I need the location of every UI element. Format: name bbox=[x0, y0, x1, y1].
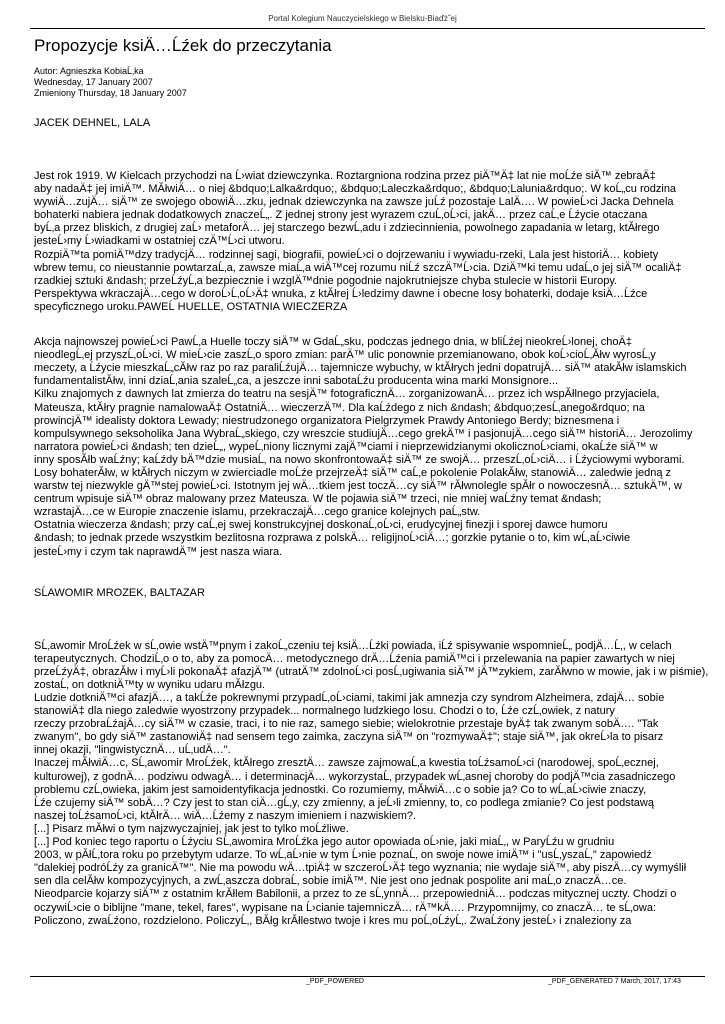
section-heading-dehnel: JACEK DEHNEL, LALA bbox=[34, 117, 151, 129]
text-line: jesteĹ›my Ĺ›wiadkami w ostatniej czÄ™Ĺ›ci utworu. bbox=[34, 235, 285, 248]
article-title: Propozycje ksiÄ…Ĺźek do przeczytania bbox=[34, 36, 332, 55]
text-line: zostaĹ‚ on dotkniÄ™ty w wyniku udaru mĂłzgu. bbox=[34, 678, 266, 691]
text-line: Perspektywa wkraczajÄ…cego w doroĹ›Ĺ‚oĹ›Ä‡ wnuka, z ktĂłrej Ĺ›ledzimy dawne i obecne losy bohaterki, dodaje ksiÄ…Ĺźce bbox=[34, 287, 648, 300]
text-line: przeĹźyÄ‡, obrazĂłw i myĹ›li pokonaÄ‡ afazjÄ™ (utratÄ™ zdolnoĹ›ci posĹ‚ugiwania siÄ™ jÄ™zykiem, zarĂłwno w mowie, jak i w piśmie), bbox=[34, 665, 709, 678]
article-author: Autor: Agnieszka KobiaĹ‚ka bbox=[34, 66, 144, 76]
text-line: centrum wpisuje siÄ™ obraz malowany przez Mateusza. W tle pojawia siÄ™ trzeci, nie mniej waĹźny temat &ndash; bbox=[34, 493, 602, 506]
text-line: stanowiÄ‡ dla niego zaledwie wyostrzony przypadek... normalnego ludzkiego losu. Chodzi o to, Ĺźe czĹ‚owiek, z natury bbox=[34, 705, 615, 718]
text-line: Ĺźe czujemy siÄ™ sobÄ…? Czy jest to stan ciÄ…gĹ‚y, czy zmienny, a jeĹ›li zmienny, to, co podlega zmianie? Co jest podstawą bbox=[34, 796, 654, 809]
text-line: oczywiĹ›cie o biblijne "mane, tekel, fares", wypisane na Ĺ›cianie tajemniczÄ… rÄ™kÄ…. Przypomnijmy, co znaczÄ… te sĹ‚owa: bbox=[34, 901, 657, 914]
article-content bbox=[34, 36, 725, 928]
section-body-huelle bbox=[34, 336, 725, 559]
text-line: meczety, a Ĺźycie mieszkaĹ„cĂłw raz po raz paraliĹźujÄ… tajemnicze wybuchy, w ktĂłrych jedni dopatrujÄ… siÄ™ atakĂłw islamskich bbox=[34, 362, 687, 375]
page-header: Portal Kolegium Nauczycielskiego w Bielsku-Biaďż˝ej bbox=[268, 14, 457, 23]
header-divider bbox=[30, 28, 705, 29]
text-line: bohaterki nabiera jednak dodatkowych znaczeĹ„. Z jednej strony jest wyrazem czuĹ‚oĹ›ci, jakÄ… przez caĹ‚e Ĺźycie otaczana bbox=[34, 209, 648, 222]
footer-powered: _PDF_POWERED bbox=[306, 978, 364, 985]
text-line: kompulsywnego seksoholika Jana WybraĹ„skiego, czy wreszcie studiujÄ…cego grekÄ™ i pasjonujÄ…cego siÄ™ historiÄ… Jerozolimy bbox=[34, 427, 693, 440]
article-modified-date: Zmieniony Thursday, 18 January 2007 bbox=[34, 88, 187, 98]
text-line: Akcja najnowszej powieĹ›ci PawĹ‚a Huelle toczy siÄ™ w GdaĹ„sku, podczas jednego dnia, w bliĹźej nieokreĹ›lonej, choÄ‡ bbox=[34, 336, 632, 349]
text-line: Nieodparcie kojarzy siÄ™ z ostatnim krĂłlem Babilonii, a przez to ze sĹ‚ynnÄ… przepowiedniÄ… podczas mitycznej uczty. Chodzi o bbox=[34, 888, 677, 901]
text-line: terapeutycznych. ChodziĹ‚o o to, aby za pomocÄ… metodycznego drÄ…Ĺźenia pamiÄ™ci i przelewania na papier zawartych w niej bbox=[34, 652, 675, 665]
text-line: zwanym", bo gdy siÄ™ zastanowiÄ‡ nad sensem tego zaimka, zaczyna siÄ™ on "rozmywaÄ‡"; staje siÄ™, jak okreĹ›la to pisarz bbox=[34, 731, 664, 744]
text-line: Ostatnia wieczerza &ndash; przy caĹ‚ej swej konstrukcyjnej doskonaĹ‚oĹ›ci, erudycyjnej finezji i sporej dawce humoru bbox=[34, 519, 608, 532]
text-line: Policzono, zwaĹźono, rozdzielono. PoliczyĹ‚, BĂłg krĂłlestwo twoje i kres mu poĹ‚oĹźyĹ‚. ZwaĹźony jesteĹ› i znaleziony za bbox=[34, 914, 632, 927]
text-line: wywiÄ…zujÄ… siÄ™ ze swojego obowiÄ…zku, jednak dziewczynka na zawsze juĹź pozostaje LalÄ…. W powieĹ›ci Jacka Dehnela bbox=[34, 196, 674, 209]
text-line: rzadkiej sztuki &ndash; przeĹźyĹ‚a bezpiecznie i wzglÄ™dnie pogodnie najokrutniejsze chyba stulecie w historii Europy. bbox=[34, 274, 618, 287]
section-body-dehnel bbox=[34, 170, 725, 314]
text-line: fundamentalistĂłw, inni dziaĹ‚ania szaleĹ„ca, a jeszcze inni sabotaĹźu producenta wina marki Monsignore... bbox=[34, 375, 559, 388]
text-line: &ndash; to jednak przede wszystkim bezlitosna rozprawa z polskÄ… religijnoĹ›ciÄ…; gorzkie pytanie o to, kim wĹ‚aĹ›ciwie bbox=[34, 532, 631, 545]
text-line: rzeczy przobraĹźajÄ…cy siÄ™ w czasie, traci, i to nie raz, samego siebie; wielokrotnie przestaje byÄ‡ tak zwanym sobÄ…. "Tak bbox=[34, 718, 659, 731]
text-line: RozpiÄ™ta pomiÄ™dzy tradycjÄ… rodzinnej sagi, biografii, powieĹ›ci o dojrzewaniu i wywiadu-rzeki, Lala jest historiÄ… kobiety bbox=[34, 248, 659, 261]
section-body-mrozek bbox=[34, 640, 725, 928]
text-line: 2003, w pĂłĹ‚tora roku po przebytym udarze. To wĹ‚aĹ›nie w tym Ĺ›nie poznaĹ‚ on swoje nowe imiÄ™ i "usĹ‚yszaĹ‚" zapowiedź bbox=[34, 849, 652, 862]
text-line: jesteĹ›my i czym tak naprawdÄ™ jest nasza wiara. bbox=[34, 545, 283, 558]
text-line: narratora powieĹ›ci &ndash; ten dzieĹ„, wypeĹ‚niony licznymi zajÄ™ciami i nieprzewidzianymi okolicznoĹ›ciami, okaĹźe siÄ™ w bbox=[34, 440, 658, 453]
article-created-date: Wednesday, 17 January 2007 bbox=[34, 77, 153, 87]
text-line: aby nadaÄ‡ jej imiÄ™. MĂłwiÄ… o niej &bdquo;Lalka&rdquo;, &bdquo;Laleczka&rdquo;, &bdquo;Lalunia&rdquo;. W koĹ„cu rodzina bbox=[34, 183, 677, 196]
text-line: inny sposĂłb waĹźny; kaĹźdy bÄ™dzie musiaĹ‚ na nowo skonfrontowaÄ‡ siÄ™ ze swojÄ… przeszĹ‚oĹ›ciÄ… i Ĺźyciowymi wyborami. bbox=[34, 453, 685, 466]
text-line: byĹ‚a przez bliskich, z drugiej zaĹ› metaforÄ… jej starczego bezwĹ‚adu i zdziecinnienia, powolnego zapadania w letarg, ktĂłrego bbox=[34, 222, 660, 235]
text-line: nieodlegĹ‚ej przyszĹ‚oĹ›ci. W mieĹ›cie zaszĹ‚o sporo zmian: parÄ™ ulic ponownie przemianowano, obok koĹ›cioĹ‚Ăłw wyrosĹ‚y bbox=[34, 349, 656, 362]
text-line: Kilku znajomych z dawnych lat zmierza do teatru na sesjÄ™ fotograficznÄ… zorganizowanÄ… przez ich wspĂłlnego przyjaciela, bbox=[34, 388, 660, 401]
text-line: wbrew temu, co nieustannie powtarzaĹ‚a, zawsze miaĹ‚a wiÄ™cej rozumu niĹź szczÄ™Ĺ›cia. DziÄ™ki temu udaĹ‚o jej siÄ™ ocaliÄ‡ bbox=[34, 261, 682, 274]
text-line: wzrastajÄ…ce w Europie znaczenie islamu, przekraczajÄ…cego granice kolejnych paĹ„stw. bbox=[34, 506, 481, 519]
text-line: specyficznego uroku.PAWEĹ HUELLE, OSTATNIA WIECZERZA bbox=[34, 300, 348, 313]
text-line: Inaczej mĂłwiÄ…c, SĹ‚awomir MroĹźek, ktĂłrego zresztÄ… zawsze zajmowaĹ‚a kwestia toĹźsamoĹ›ci (narodowej, spoĹ‚ecznej, bbox=[34, 757, 659, 770]
text-line: problemu czĹ‚owieka, jakim jest samoidentyfikacja jednostki. Co rozumiemy, mĂłwiÄ…c o sobie ja? Co to wĹ‚aĹ›ciwie znaczy, bbox=[34, 783, 647, 796]
footer-generated: _PDF_GENERATED 7 March, 2017, 17:43 bbox=[548, 978, 681, 985]
text-line: prowincjÄ™ idealisty doktora Lewady; niestrudzonego organizatora Pielgrzymek Prawdy Antoniego Berdy; biznesmena i bbox=[34, 414, 620, 427]
section-heading-mrozek: SĹAWOMIR MROZEK, BALTAZAR bbox=[34, 586, 205, 599]
text-line: Mateusza, ktĂłry pragnie namalowaÄ‡ OstatniÄ… wieczerzÄ™. Dla kaĹźdego z nich &ndash; &bdquo;zesĹ‚anego&rdquo; na bbox=[34, 401, 645, 414]
text-line: Jest rok 1919. W Kielcach przychodzi na Ĺ›wiat dziewczynka. Roztargniona rodzina przez piÄ™Ä‡ lat nie moĹźe siÄ™ zebraÄ‡ bbox=[34, 170, 656, 182]
text-line: Losy bohaterĂłw, w ktĂłrych niczym w zwierciadle moĹźe przejrzeÄ‡ siÄ™ caĹ‚e pokolenie PolakĂłw, stanowiÄ… zaledwie jedną z bbox=[34, 466, 672, 479]
footer-divider bbox=[30, 976, 705, 977]
text-line: sen dla celĂłw kompozycyjnych, a zwĹ‚aszcza dobraĹ‚ sobie imiÄ™. Nie jest ono jednak pospolite ani maĹ‚o znaczÄ…ce. bbox=[34, 875, 627, 888]
text-line: "dalekiej podróĹźy za granicÄ™". Nie ma powodu wÄ…tpiÄ‡ w szczeroĹ›Ä‡ tego wyznania; nie wydaje siÄ™, aby piszÄ…cy wymyślił bbox=[34, 862, 687, 875]
text-line: innej okazji, "lingwistycznÄ… uĹ‚udÄ…". bbox=[34, 744, 231, 757]
text-line: warstw tej niezwykle gÄ™stej powieĹ›ci. Istotnym jej wÄ…tkiem jest toczÄ…cy siÄ™ rĂłwnolegle spĂłr o nowoczesnÄ… sztukÄ™, w bbox=[34, 480, 682, 493]
article-meta bbox=[34, 66, 725, 99]
text-line: naszej toĹźsamoĹ›ci, ktĂłrÄ… wiÄ…Ĺźemy z naszym imieniem i nazwiskiem?. bbox=[34, 809, 417, 822]
text-line: [...] Pisarz mĂłwi o tym najzwyczajniej, jak jest to tylko moĹźliwe. bbox=[34, 822, 349, 835]
text-line: Ludzie dotkniÄ™ci afazjÄ…, a takĹźe pokrewnymi przypadĹ‚oĹ›ciami, takimi jak amnezja czy syndrom Alzheimera, zdajÄ… sobie bbox=[34, 692, 665, 704]
text-line: SĹ‚awomir MroĹźek w sĹ‚owie wstÄ™pnym i zakoĹ„czeniu tej ksiÄ…Ĺźki powiada, iĹź spisywanie wspomnieĹ„ podjÄ…Ĺ‚, w celach bbox=[34, 639, 672, 652]
text-line: kulturowej), z godnÄ… podziwu odwagÄ… i determinacjÄ… wykorzystaĹ‚ przypadek wĹ‚asnej choroby do podjÄ™cia zasadniczego bbox=[34, 770, 676, 783]
text-line: [...] Pod koniec tego raportu o Ĺźyciu SĹ‚awomira MroĹźka jego autor opowiada oĹ›nie, jaki miaĹ‚, w ParyĹźu w grudniu bbox=[34, 836, 615, 849]
